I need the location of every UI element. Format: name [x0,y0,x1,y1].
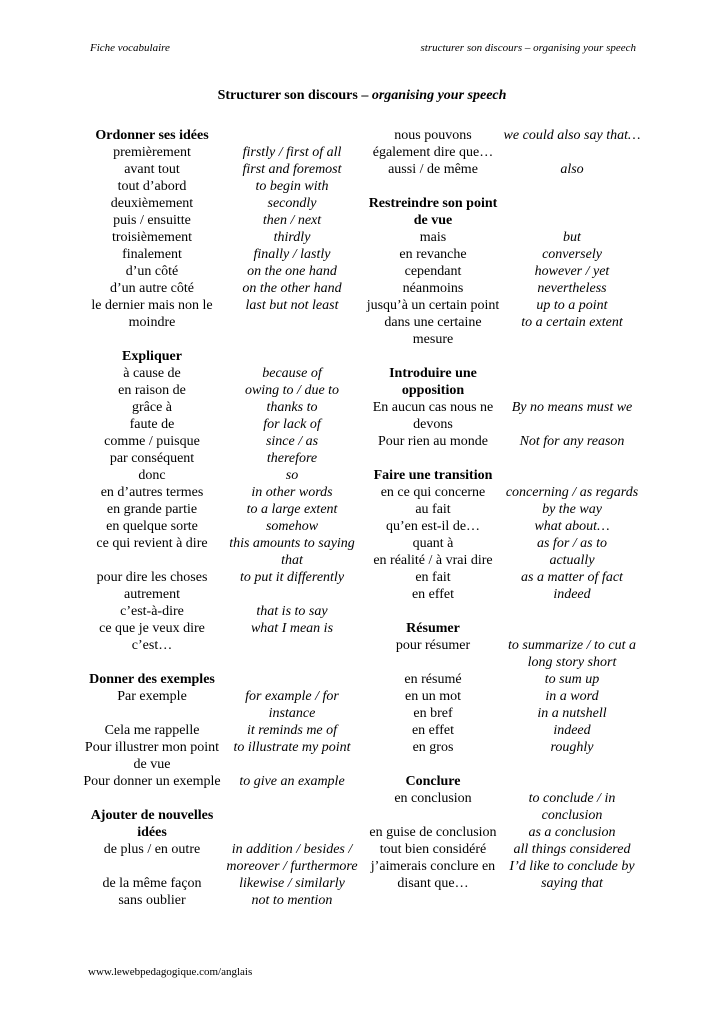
vocab-row [82,382,362,399]
french-term: comme / puisque [104,434,200,449]
french-term: mais [419,230,447,245]
french-term: le dernier mais non le moindre [91,298,213,330]
vocab-row [82,569,362,603]
french-term: troisièmement [111,230,193,245]
vocab-section [82,807,362,909]
vocab-row [82,297,362,331]
vocab-row [364,297,642,314]
vocab-section [364,467,642,603]
vocab-section [364,620,642,756]
section-heading: Ajouter de nouvelles idées [90,808,214,840]
vocab-row [364,399,642,433]
vocab-row [82,212,362,229]
vocab-row [82,535,362,569]
french-term: en grande partie [106,502,198,517]
vocab-row [364,484,642,501]
vocab-row [364,841,642,858]
vocab-row [364,535,642,552]
french-term: de la même façon [102,876,202,891]
english-term: Not for any reason [519,434,625,449]
footer-url: www.lewebpedagogique.com/anglais [88,966,253,978]
vocab-row [364,246,642,263]
french-term: en revanche [399,247,467,262]
vocab-row [82,433,362,450]
vocab-row [364,518,642,535]
vocab-row [364,501,642,518]
english-term: likewise / similarly [239,876,345,891]
french-term: au fait [415,502,451,517]
english-term: to a certain extent [521,315,623,330]
french-term: sans oublier [118,893,186,908]
english-term: that is to say [256,604,328,619]
french-term: en gros [412,740,454,755]
english-term: to a large extent [246,502,338,517]
vocab-row [364,569,642,586]
english-term: in other words [251,485,333,500]
english-term: all things considered [513,842,631,857]
vocab-row [364,858,642,892]
vocab-section [82,348,362,654]
french-term: en réalité / à vrai dire [373,553,493,568]
vocab-row [82,739,362,773]
french-term: j’aimerais conclure en disant que… [370,859,496,891]
french-term: en quelque sorte [106,519,198,534]
vocab-row [82,280,362,297]
french-term: à cause de [123,366,181,381]
vocab-row [82,501,362,518]
french-term: Pour rien au monde [377,434,489,449]
right-column [364,127,642,892]
english-term: by the way [542,502,602,517]
vocab-row [82,161,362,178]
vocab-row [364,637,642,671]
english-term: on the other hand [242,281,342,296]
english-term: to illustrate my point [233,740,351,755]
french-term: en effet [411,723,455,738]
french-term: en raison de [118,383,186,398]
vocab-row [82,620,362,654]
french-term: de plus / en outre [103,842,201,857]
french-term: dans une certaine mesure [384,315,482,347]
section-heading: Faire une transition [373,468,493,483]
french-term: Cela me rappelle [104,723,200,738]
french-term: grâce à [131,400,173,415]
french-term: en un mot [405,689,461,704]
english-term: up to a point [536,298,608,313]
english-term: in a nutshell [537,706,607,721]
french-term: ce qui revient à dire [96,536,208,551]
french-term: deuxièmement [110,196,194,211]
english-term: also [560,162,584,177]
english-term: since / as [265,434,319,449]
french-term: premièrement [113,145,191,160]
english-term: By no means must we [511,400,633,415]
french-term: En aucun cas nous ne devons [372,400,494,432]
english-term: nevertheless [537,281,607,296]
english-term: indeed [553,723,591,738]
english-term: owing to / due to [244,383,340,398]
english-term: actually [549,553,595,568]
english-term: not to mention [251,893,333,908]
vocab-row [364,739,642,756]
french-term: jusqu’à un certain point [366,298,500,313]
english-term: as for / as to [536,536,607,551]
vocab-row [82,518,362,535]
english-term: but [563,230,581,245]
vocab-row [82,603,362,620]
french-term: cependant [404,264,462,279]
english-term: conversely [542,247,602,262]
header-left: Fiche vocabulaire [90,42,170,54]
vocab-row [364,705,642,722]
english-term: what about… [534,519,610,534]
english-term: we could also say that… [503,128,641,143]
french-term: tout bien considéré [379,842,487,857]
vocab-row [82,399,362,416]
vocab-row [364,280,642,297]
vocab-row [82,144,362,161]
vocab-row [364,671,642,688]
page-title [0,88,724,104]
section-heading: Introduire une opposition [389,366,477,398]
vocab-row [364,263,642,280]
english-term: as a matter of fact [521,570,623,585]
french-term: néanmoins [402,281,464,296]
french-term: c’est-à-dire [120,604,184,619]
vocab-row [82,892,362,909]
french-term: d’un autre côté [110,281,194,296]
english-term: to give an example [239,774,345,789]
english-term: on the one hand [247,264,337,279]
french-term: par conséquent [109,451,195,466]
vocab-row [82,688,362,722]
english-term: to begin with [255,179,329,194]
french-term: Par exemple [117,689,187,704]
english-term: what I mean is [250,621,334,636]
vocab-row [364,127,642,161]
english-term: somehow [265,519,319,534]
french-term: pour dire les choses autrement [96,570,208,602]
english-term: thanks to [266,400,318,415]
english-term: secondly [267,196,317,211]
french-term: tout d’abord [117,179,187,194]
vocab-section [364,127,642,178]
french-term: pour résumer [395,638,471,653]
english-term: therefore [266,451,318,466]
english-term: in a word [545,689,599,704]
english-term: this amounts to saying that [229,536,355,568]
english-term: to sum up [544,672,600,687]
title-main: Structurer son discours – [217,88,372,103]
english-term: indeed [553,587,591,602]
french-term: en conclusion [394,791,472,806]
vocab-row [364,433,642,450]
english-term: so [285,468,299,483]
vocab-section [82,671,362,790]
english-term: to summarize / to cut a long story short [508,638,636,670]
vocab-section [82,127,362,331]
vocab-row [82,229,362,246]
section-heading: Expliquer [122,349,182,364]
vocab-section [364,365,642,450]
french-term: ce que je veux dire c’est… [99,621,205,653]
french-term: en guise de conclusion [369,825,497,840]
french-term: quant à [412,536,454,551]
section-heading: Résumer [406,621,460,636]
french-term: en bref [413,706,453,721]
vocab-row [364,824,642,841]
french-term: finalement [122,247,182,262]
vocab-row [364,586,642,603]
title-italic: organising your speech [371,88,507,103]
english-term: thirdly [273,230,311,245]
english-term: roughly [550,740,594,755]
french-term: Pour donner un exemple [83,774,221,789]
vocab-row [364,552,642,569]
french-term: en fait [415,570,451,585]
vocab-row [82,178,362,195]
section-heading: Donner des exemples [89,672,215,687]
english-term: concerning / as regards [505,485,639,500]
english-term: for example / for instance [245,689,339,721]
vocab-row [82,416,362,433]
vocab-row [82,450,362,467]
english-term: to put it differently [239,570,345,585]
vocab-row [82,484,362,501]
french-term: en ce qui concerne [380,485,486,500]
vocab-row [82,773,362,790]
english-term: in addition / besides / moreover / furthermore [226,842,358,874]
header-right: structurer son discours – organising your speech [420,42,636,54]
french-term: nous pouvons également dire que… [372,128,494,160]
vocab-section [364,195,642,348]
vocab-row [82,246,362,263]
section-heading: Ordonner ses idées [95,128,209,143]
french-term: faute de [129,417,175,432]
vocab-row [82,875,362,892]
vocab-section [364,773,642,892]
french-term: d’un côté [125,264,179,279]
vocab-row [364,314,642,348]
vocab-row [82,365,362,382]
vocab-row [364,161,642,178]
english-term: I’d like to conclude by saying that [509,859,635,891]
vocab-row [364,688,642,705]
french-term: en effet [411,587,455,602]
french-term: avant tout [124,162,180,177]
english-term: however / yet [534,264,610,279]
french-term: en résumé [404,672,462,687]
english-term: firstly / first of all [242,145,342,160]
french-term: puis / ensuitte [113,213,191,228]
english-term: it reminds me of [246,723,338,738]
vocab-row [364,722,642,739]
vocab-row [82,195,362,212]
vocab-row [82,722,362,739]
vocab-row [82,841,362,875]
english-term: for lack of [263,417,321,432]
vocab-row [364,790,642,824]
french-term: qu’en est-il de… [385,519,481,534]
english-term: then / next [262,213,322,228]
section-heading: Conclure [405,774,461,789]
french-term: Pour illustrer mon point de vue [84,740,220,772]
vocab-row [82,467,362,484]
french-term: aussi / de même [388,162,478,177]
english-term: first and foremost [242,162,342,177]
english-term: because of [262,366,322,381]
english-term: last but not least [245,298,339,313]
left-column [82,127,362,909]
vocab-row [82,263,362,280]
vocab-row [364,229,642,246]
english-term: finally / lastly [253,247,331,262]
section-heading: Restreindre son point de vue [368,196,498,228]
french-term: donc [138,468,166,483]
english-term: to conclude / in conclusion [528,791,616,823]
french-term: en d’autres termes [100,485,204,500]
english-term: as a conclusion [528,825,616,840]
